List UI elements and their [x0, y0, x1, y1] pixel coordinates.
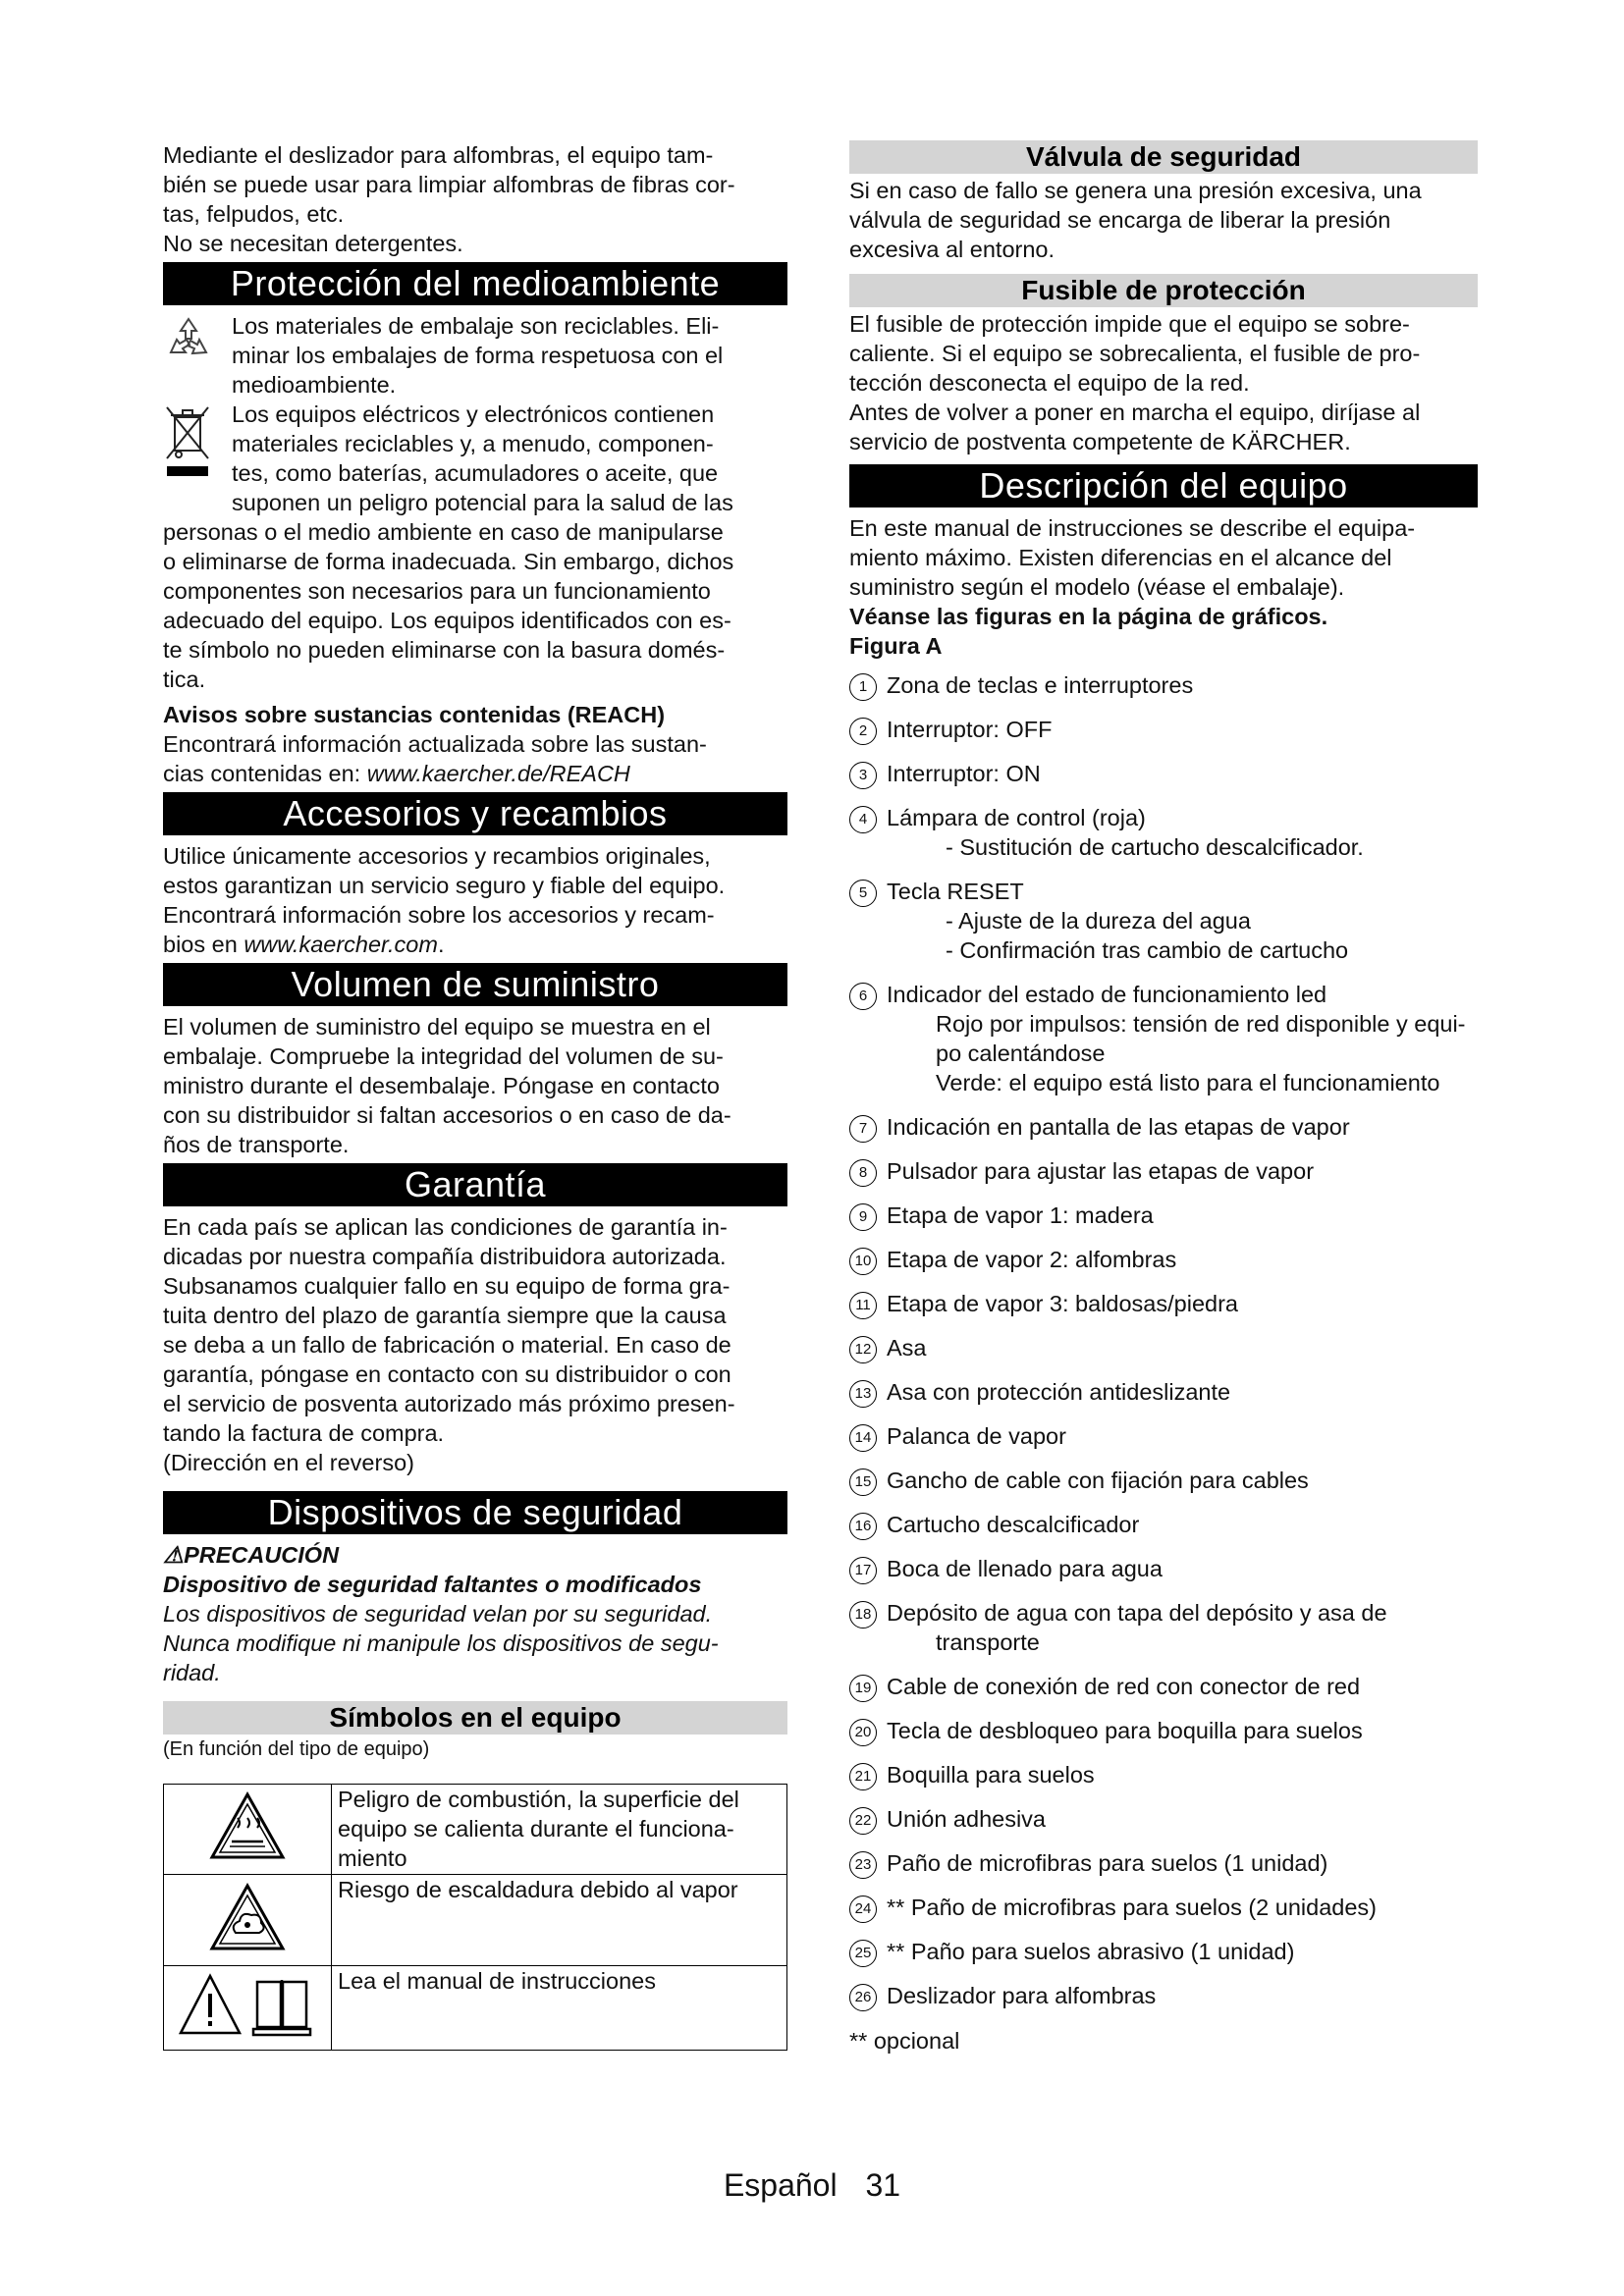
item-label: Etapa de vapor 1: madera: [887, 1202, 1154, 1228]
vol-text: ños de transporte.: [163, 1132, 350, 1157]
fuse-text: servicio de postventa competente de KÄRCHER.: [849, 429, 1351, 454]
recycle-icon: [163, 313, 214, 369]
symbols-table: [163, 1784, 787, 2051]
item-number-badge: 3: [849, 762, 877, 789]
hot-surface-warning-icon: [164, 1785, 332, 1875]
item-number-badge: 14: [849, 1424, 877, 1452]
gar-text: En cada país se aplican las condiciones de garantía in-: [163, 1214, 728, 1240]
desc-bold: Véanse las figuras en la página de gráficos.: [849, 604, 1328, 629]
item-detail: Rojo por impulsos: tensión de red disponible y equi-: [936, 1011, 1466, 1037]
list-item: [849, 1421, 1478, 1451]
item-label: Asa: [887, 1335, 927, 1361]
item-label: Interruptor: OFF: [887, 717, 1053, 742]
symbol-text: Lea el manual de instrucciones: [332, 1966, 787, 2051]
section-heading-delivery: Volumen de suministro: [163, 963, 787, 1006]
reach-text: Encontrará información actualizada sobre las sustan-: [163, 731, 707, 757]
gar-text: garantía, póngase en contacto con su distribuidor o con: [163, 1362, 731, 1387]
list-item: [849, 1112, 1478, 1142]
item-number-badge: 2: [849, 718, 877, 745]
item-detail: transporte: [936, 1629, 1040, 1655]
crossed-bin-icon: [163, 403, 212, 507]
item-number-badge: 13: [849, 1380, 877, 1408]
list-item: [849, 1672, 1478, 1701]
gar-text: se deba a un fallo de fabricación o material. En caso de: [163, 1332, 731, 1358]
fuse-text: Antes de volver a poner en marcha el equipo, diríjase al: [849, 400, 1421, 425]
item-number-badge: 25: [849, 1940, 877, 1967]
item-number-badge: 23: [849, 1851, 877, 1879]
gar-text: (Dirección en el reverso): [163, 1450, 414, 1475]
gar-text: Subsanamos cualquier fallo en su equipo de forma gra-: [163, 1273, 731, 1299]
intro-line: bién se puede usar para limpiar alfombras de fibras cor-: [163, 172, 735, 197]
list-item: [849, 980, 1478, 1097]
item-label: Tecla RESET: [887, 879, 1024, 904]
acc-text: bios en www.kaercher.com.: [163, 932, 445, 957]
section-heading-safety: Dispositivos de seguridad: [163, 1491, 787, 1534]
item-label: Cable de conexión de red con conector de red: [887, 1674, 1361, 1699]
section-heading-warranty: Garantía: [163, 1163, 787, 1206]
list-item: [849, 1937, 1478, 1966]
item-label: Asa con protección antideslizante: [887, 1379, 1231, 1405]
item-number-badge: 6: [849, 983, 877, 1010]
section-heading-accessories: Accesorios y recambios: [163, 792, 787, 835]
list-item: [849, 715, 1478, 744]
fuse-text: El fusible de protección impide que el equipo se sobre-: [849, 311, 1410, 337]
list-item: [849, 1510, 1478, 1539]
footnote: ** opcional: [849, 2028, 960, 2054]
list-item: [849, 1848, 1478, 1878]
item-label: Cartucho descalcificador: [887, 1512, 1140, 1537]
env-text: o eliminarse de forma inadecuada. Sin embargo, dichos: [163, 549, 734, 574]
item-number-badge: 16: [849, 1513, 877, 1540]
item-sub: - Confirmación tras cambio de cartucho: [946, 937, 1349, 963]
item-number-badge: 5: [849, 880, 877, 907]
env-text: Los equipos eléctricos y electrónicos contienen: [232, 401, 715, 427]
list-item: [849, 1201, 1478, 1230]
left-column: [163, 140, 787, 2051]
right-column: [849, 140, 1478, 2056]
env-text: personas o el medio ambiente en caso de manipularse: [163, 519, 724, 545]
item-number-badge: 21: [849, 1763, 877, 1790]
item-label: Depósito de agua con tapa del depósito y asa de: [887, 1600, 1387, 1626]
list-item: [849, 1333, 1478, 1362]
section-heading-environment: Protección del medioambiente: [163, 262, 787, 305]
item-number-badge: 11: [849, 1292, 877, 1319]
list-item: [849, 670, 1478, 700]
list-item: [849, 1981, 1478, 2010]
env-text: materiales reciclables y, a menudo, componen-: [232, 431, 714, 456]
env-text: adecuado del equipo. Los equipos identificados con es-: [163, 608, 731, 633]
item-number-badge: 26: [849, 1984, 877, 2011]
item-sub: - Ajuste de la dureza del agua: [946, 908, 1251, 934]
item-label: Gancho de cable con fijación para cables: [887, 1468, 1309, 1493]
intro-line: tas, felpudos, etc.: [163, 201, 345, 227]
steam-scald-warning-icon: [164, 1875, 332, 1966]
desc-text: suministro según el modelo (véase el embalaje).: [849, 574, 1345, 600]
item-label: Etapa de vapor 2: alfombras: [887, 1247, 1177, 1272]
item-number-badge: 7: [849, 1115, 877, 1143]
item-label: Unión adhesiva: [887, 1806, 1046, 1832]
symbol-text: Peligro de combustión, la superficie del equipo se calienta durante el funciona- miento: [332, 1785, 787, 1875]
item-sub: - Sustitución de cartucho descalcificador.: [946, 834, 1364, 860]
env-text: componentes son necesarios para un funcionamiento: [163, 578, 711, 604]
env-text: medioambiente.: [232, 372, 397, 398]
caution-text: ridad.: [163, 1660, 221, 1685]
table-row: [164, 1875, 787, 1966]
figure-label: Figura A: [849, 633, 943, 659]
caution-text: Los dispositivos de seguridad velan por su seguridad.: [163, 1601, 713, 1627]
desc-text: En este manual de instrucciones se describe el equipa-: [849, 515, 1416, 541]
item-number-badge: 12: [849, 1336, 877, 1363]
page-number: 31: [865, 2167, 901, 2203]
reach-link[interactable]: www.kaercher.de/REACH: [366, 761, 630, 786]
env-text: Los materiales de embalaje son reciclables. Eli-: [232, 313, 720, 339]
fuse-heading: Fusible de protección: [849, 274, 1478, 307]
item-label: Deslizador para alfombras: [887, 1983, 1157, 2008]
valve-text: excesiva al entorno.: [849, 237, 1056, 262]
gar-text: el servicio de posventa autorizado más próximo presen-: [163, 1391, 735, 1416]
item-detail: po calentándose: [936, 1041, 1106, 1066]
item-number-badge: 8: [849, 1159, 877, 1187]
list-item: [849, 1598, 1478, 1657]
list-item: [849, 1893, 1478, 1922]
item-number-badge: 10: [849, 1248, 877, 1275]
caution-label: ⚠PRECAUCIÓN: [163, 1542, 340, 1568]
page-footer: [0, 2167, 1624, 2204]
intro-line: No se necesitan detergentes.: [163, 231, 463, 256]
list-item: [849, 1554, 1478, 1583]
list-item: [849, 1716, 1478, 1745]
list-item: [849, 759, 1478, 788]
item-number-badge: 18: [849, 1601, 877, 1629]
list-item: [849, 1289, 1478, 1318]
env-text: suponen un peligro potencial para la salud de las: [232, 490, 733, 515]
item-label: Etapa de vapor 3: baldosas/piedra: [887, 1291, 1238, 1316]
item-number-badge: 19: [849, 1675, 877, 1702]
item-number-badge: 9: [849, 1203, 877, 1231]
acc-text: Utilice únicamente accesorios y recambios originales,: [163, 843, 711, 869]
intro-line: Mediante el deslizador para alfombras, el equipo tam-: [163, 142, 714, 168]
symbol-text: Riesgo de escaldadura debido al vapor: [332, 1875, 787, 1966]
item-label: Lámpara de control (roja): [887, 805, 1146, 830]
component-list: [849, 670, 1478, 2010]
desc-text: miento máximo. Existen diferencias en el alcance del: [849, 545, 1392, 570]
vol-text: ministro durante el desembalaje. Póngase en contacto: [163, 1073, 720, 1098]
symbols-heading: Símbolos en el equipo: [163, 1701, 787, 1735]
acc-text: Encontrará información sobre los accesorios y recam-: [163, 902, 715, 928]
item-number-badge: 4: [849, 806, 877, 833]
list-item: [849, 1760, 1478, 1789]
env-text: te símbolo no pueden eliminarse con la basura domés-: [163, 637, 726, 663]
gar-text: dicadas por nuestra compañía distribuidora autorizada.: [163, 1244, 727, 1269]
section-heading-description: Descripción del equipo: [849, 464, 1478, 507]
table-row: [164, 1785, 787, 1875]
env-text: minar los embalajes de forma respetuosa con el: [232, 343, 724, 368]
item-label: Zona de teclas e interruptores: [887, 672, 1194, 698]
list-item: [849, 803, 1478, 862]
item-number-badge: 1: [849, 673, 877, 701]
vol-text: embalaje. Compruebe la integridad del volumen de su-: [163, 1043, 724, 1069]
item-number-badge: 15: [849, 1468, 877, 1496]
item-number-badge: 17: [849, 1557, 877, 1584]
vol-text: con su distribuidor si faltan accesorios o en caso de da-: [163, 1102, 731, 1128]
footer-language: Español: [723, 2167, 838, 2203]
item-label: ** Paño de microfibras para suelos (2 unidades): [887, 1895, 1377, 1920]
item-number-badge: 24: [849, 1896, 877, 1923]
valve-text: Si en caso de fallo se genera una presión excesiva, una: [849, 178, 1422, 203]
list-item: [849, 1156, 1478, 1186]
item-label: ** Paño para suelos abrasivo (1 unidad): [887, 1939, 1295, 1964]
table-row: [164, 1966, 787, 2051]
acc-text: estos garantizan un servicio seguro y fiable del equipo.: [163, 873, 726, 898]
valve-text: válvula de seguridad se encarga de liberar la presión: [849, 207, 1391, 233]
item-label: Boca de llenado para agua: [887, 1556, 1163, 1581]
caution-text: Nunca modifique ni manipule los dispositivos de segu-: [163, 1630, 719, 1656]
warning-triangle-icon: ⚠: [163, 1542, 185, 1568]
read-manual-icon: [164, 1966, 332, 2051]
weee-block: [163, 400, 787, 517]
item-label: Boquilla para suelos: [887, 1762, 1095, 1788]
list-item: [849, 1245, 1478, 1274]
env-text: tica.: [163, 667, 206, 692]
kaercher-link[interactable]: www.kaercher.com: [244, 932, 438, 957]
list-item: [849, 1804, 1478, 1834]
env-text: tes, como baterías, acumuladores o aceite, que: [232, 460, 719, 486]
fuse-text: caliente. Si el equipo se sobrecalienta, el fusible de pro-: [849, 341, 1421, 366]
caution-title: Dispositivo de seguridad faltantes o modificados: [163, 1572, 702, 1597]
fuse-text: tección desconecta el equipo de la red.: [849, 370, 1250, 396]
vol-text: El volumen de suministro del equipo se muestra en el: [163, 1014, 711, 1040]
item-number-badge: 22: [849, 1807, 877, 1835]
item-label: Pulsador para ajustar las etapas de vapor: [887, 1158, 1315, 1184]
item-label: Paño de microfibras para suelos (1 unidad): [887, 1850, 1328, 1876]
valve-heading: Válvula de seguridad: [849, 140, 1478, 174]
list-item: [849, 877, 1478, 965]
item-label: Interruptor: ON: [887, 761, 1041, 786]
item-label: Indicación en pantalla de las etapas de vapor: [887, 1114, 1350, 1140]
symbols-note: (En función del tipo de equipo): [163, 1738, 430, 1760]
item-label: Indicador del estado de funcionamiento led: [887, 982, 1327, 1007]
gar-text: tando la factura de compra.: [163, 1420, 445, 1446]
item-label: Tecla de desbloqueo para boquilla para suelos: [887, 1718, 1363, 1743]
item-detail: Verde: el equipo está listo para el funcionamiento: [936, 1070, 1440, 1095]
gar-text: tuita dentro del plazo de garantía siempre que la causa: [163, 1303, 727, 1328]
list-item: [849, 1377, 1478, 1407]
reach-text: cias contenidas en: www.kaercher.de/REACH: [163, 761, 630, 786]
list-item: [849, 1466, 1478, 1495]
reach-heading: Avisos sobre sustancias contenidas (REACH): [163, 702, 666, 727]
item-label: Palanca de vapor: [887, 1423, 1066, 1449]
item-number-badge: 20: [849, 1719, 877, 1746]
recycle-block: [163, 311, 787, 400]
